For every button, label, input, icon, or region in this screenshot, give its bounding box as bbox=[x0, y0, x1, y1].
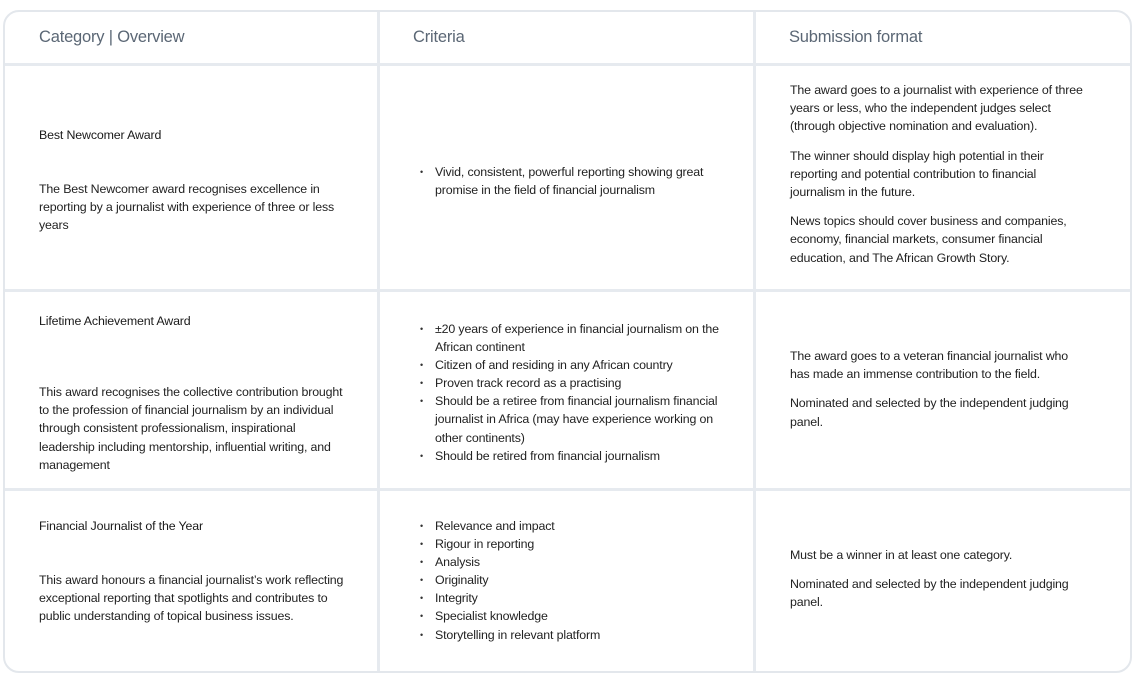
criteria-cell bbox=[380, 491, 756, 671]
format-cell bbox=[756, 66, 1130, 292]
criteria-item: • Should be retired from financial journalism bbox=[420, 447, 720, 465]
category-overview: This award honours a financial journalist’s work reflecting exceptional reporting that spotlights and contributes to public understanding of topical business issues. bbox=[39, 573, 344, 624]
criteria-item: • Storytelling in relevant platform bbox=[420, 626, 720, 644]
format-paragraph: The winner should display high potential in their reporting and potential contribution to financial journalism in the future. bbox=[790, 148, 1044, 200]
criteria-item: • Integrity bbox=[420, 589, 720, 607]
format-block bbox=[790, 546, 1090, 623]
category-cell bbox=[5, 66, 380, 292]
criteria-item: • Should be a retiree from financial journalism financial journalist in Africa (may have experience working on other continents) bbox=[420, 392, 720, 446]
criteria-item: • Analysis bbox=[420, 553, 720, 571]
format-block bbox=[790, 347, 1090, 442]
format-paragraph: The award goes to a journalist with experience of three years or less, who the independent judges select (through objective nomination and evaluation). bbox=[790, 83, 1083, 134]
header-category: Category | Overview bbox=[5, 12, 380, 66]
category-title: Best Newcomer Award bbox=[39, 128, 162, 142]
criteria-item: • Relevance and impact bbox=[420, 517, 720, 535]
criteria-item: • Citizen of and residing in any African country bbox=[420, 356, 720, 374]
criteria-cell bbox=[380, 292, 756, 491]
criteria-list bbox=[420, 320, 720, 465]
category-overview: This award recognises the collective contribution brought to the profession of financial journalism by an individual through consistent professionalism, inspirational leadership including mentorship, influential writing, and management bbox=[39, 385, 343, 472]
format-paragraph: News topics should cover business and companies, economy, financial markets, consumer financial education, and The African Growth Story. bbox=[790, 214, 1067, 265]
criteria-list bbox=[420, 517, 720, 644]
category-title: Lifetime Achievement Award bbox=[39, 314, 191, 328]
header-submission-format: Submission format bbox=[756, 12, 1130, 66]
criteria-item: • Proven track record as a practising bbox=[420, 374, 720, 392]
category-overview: The Best Newcomer award recognises excellence in reporting by a journalist with experience of three or less years bbox=[39, 182, 335, 233]
format-paragraph: Must be a winner in at least one category. bbox=[790, 548, 1013, 562]
header-criteria: Criteria bbox=[380, 12, 756, 66]
criteria-list bbox=[420, 163, 720, 199]
format-paragraph: Nominated and selected by the independent judging panel. bbox=[790, 396, 1069, 429]
criteria-item: • Originality bbox=[420, 571, 720, 589]
criteria-item: • ±20 years of experience in financial journalism on the African continent bbox=[420, 320, 720, 356]
category-cell bbox=[5, 491, 380, 671]
format-block bbox=[790, 81, 1090, 278]
criteria-item: • Specialist knowledge bbox=[420, 607, 720, 625]
format-paragraph: Nominated and selected by the independent judging panel. bbox=[790, 577, 1069, 610]
category-title: Financial Journalist of the Year bbox=[39, 519, 203, 533]
format-cell bbox=[756, 491, 1130, 671]
criteria-cell bbox=[380, 66, 756, 292]
format-paragraph: The award goes to a veteran financial journalist who has made an immense contribution to the field. bbox=[790, 349, 1069, 382]
format-cell bbox=[756, 292, 1130, 491]
criteria-item: • Rigour in reporting bbox=[420, 535, 720, 553]
criteria-item: • Vivid, consistent, powerful reporting showing great promise in the field of financial journalism bbox=[420, 163, 720, 199]
category-cell bbox=[5, 292, 380, 491]
awards-table bbox=[3, 10, 1132, 673]
